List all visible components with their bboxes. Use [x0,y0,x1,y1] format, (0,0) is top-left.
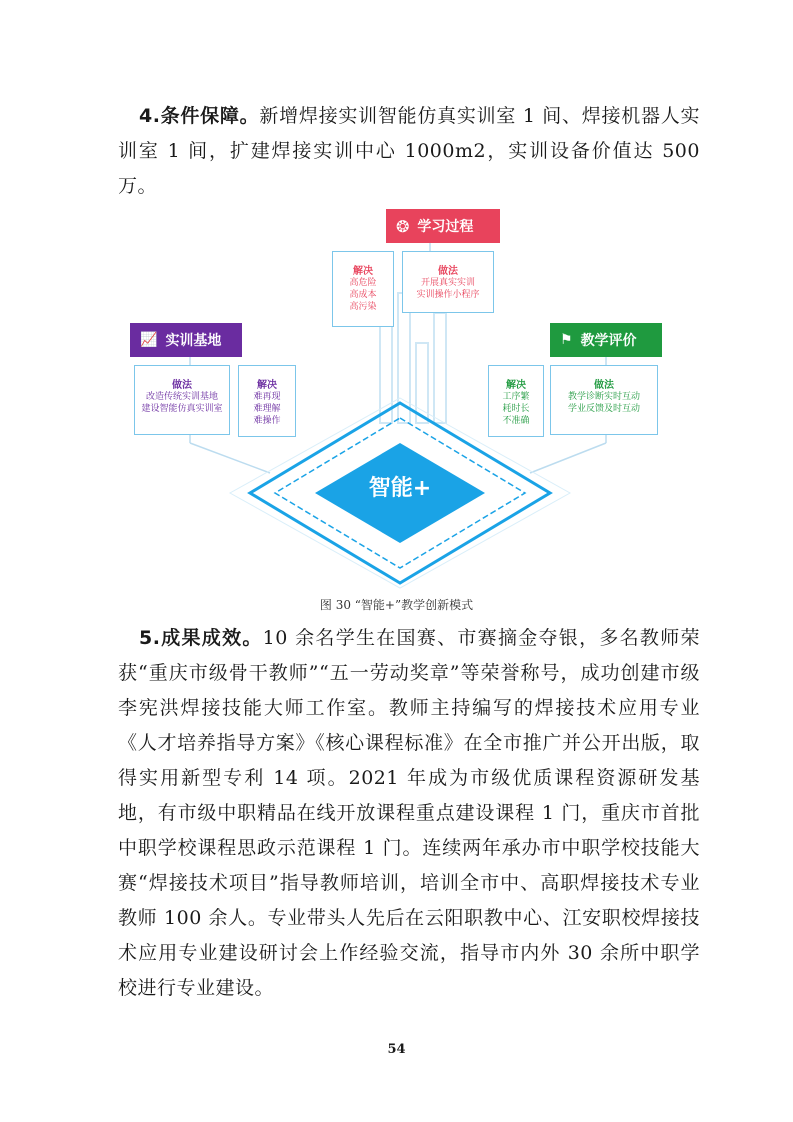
train-solve-line: 难理解 [253,404,281,414]
study-solve-title: 解决 [353,266,373,277]
eval-solve-card [488,365,544,437]
study-solve-line: 高危险 [349,278,377,288]
training-base-label [130,323,242,357]
page-number: 54 [387,1042,406,1057]
train-solve-title: 解决 [257,380,277,391]
eval-solve-line: 工序繁 [502,392,530,402]
train-solve-line: 难操作 [253,416,281,426]
teaching-eval-text: 教学评价 [580,333,637,349]
study-solve-line: 高成本 [349,290,377,300]
train-solve-line: 难再现 [253,392,281,402]
train-solve-card [238,365,296,437]
study-do-line: 开展真实实训 [420,278,475,288]
section-5-paragraph [118,621,700,1006]
eval-solve-title: 解决 [506,380,526,391]
train-do-card [134,365,230,435]
flag-icon: ⚑ [560,332,573,348]
eval-do-line: 教学诊断实时互动 [567,392,640,402]
study-do-line: 实训操作小程序 [416,290,480,300]
study-do-card [402,251,494,313]
study-solve-line: 高污染 [349,302,377,312]
train-do-line: 建设智能仿真实训室 [141,404,223,414]
train-do-line: 改造传统实训基地 [145,392,218,402]
eval-do-title: 做法 [594,380,614,391]
eval-do-card [550,365,658,435]
study-process-text: 学习过程 [417,219,474,235]
center-label: 智能+ [368,476,432,501]
section-5-lead: 5.成果成效。 [139,627,263,649]
section-4-paragraph [118,99,700,204]
figure-caption: 图 30 “智能+”教学创新模式 [319,598,474,612]
section-4-text: 新增焊接实训智能仿真实训室 1 间、焊接机器人实训室 1 间，扩建焊接实训中心 1000m2，实训设备价值达 500 万。 [118,105,700,197]
eval-solve-line: 不准确 [502,416,530,426]
study-process-label [386,209,500,243]
study-do-title: 做法 [438,266,458,277]
network-icon: ❂ [396,216,410,236]
smart-plus-teaching-diagram [130,203,670,603]
section-4-lead: 4.条件保障。 [139,105,260,127]
teaching-eval-label [550,323,662,357]
study-solve-card [332,251,394,327]
line-chart-icon: 📈 [140,332,158,348]
section-5-text: 10 余名学生在国赛、市赛摘金夺银，多名教师荣获“重庆市级骨干教师”“五一劳动奖章”等荣誉称号，成功创建市级李宪洪焊接技能大师工作室。教师主持编写的焊接技术应用专业《人才培养指导方案》《核心课程标准》在全市推广并公开出版，取得实用新型专利 14 项。2021 年成为市级优质课程资源研发基地，有市级中职精品在线开放课程重点建设课程 1 门，重庆市首批中职学校课程思政示范课程 1 门。连续两年承办市中职学校技能大赛“焊接技术项目”指导教师培训，培训全市中、高职焊接技术专业教师 100 余人。专业带头人先后在云阳职教中心、江安职校焊接技术应用专业建设研讨会上作经验交流，指导市内外 30 余所中职学校进行专业建设。 [118,627,700,999]
training-base-text: 实训基地 [165,333,222,349]
eval-do-line: 学业反馈及时互动 [567,404,640,414]
train-do-title: 做法 [172,380,192,391]
eval-solve-line: 耗时长 [502,404,530,414]
